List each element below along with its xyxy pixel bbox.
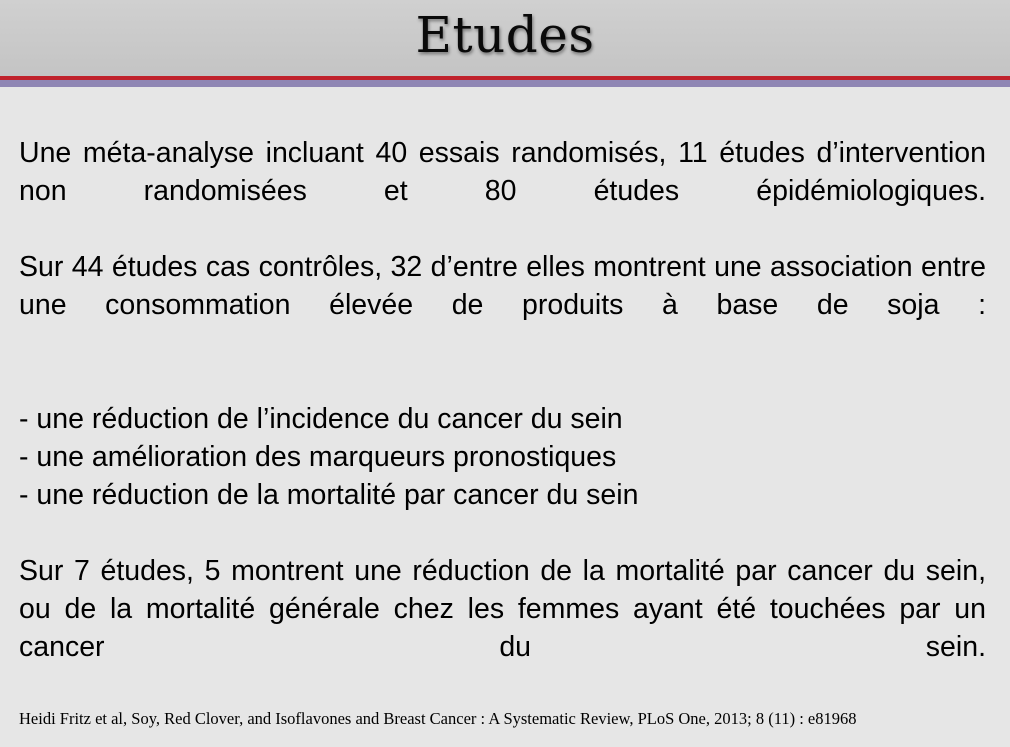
paragraph-case-control: Sur 44 études cas contrôles, 32 d’entre elles montrent une association entre une consommation élevée de produits à base de soja : <box>19 251 986 321</box>
title-bar <box>0 0 1010 76</box>
title-divider-blue <box>0 80 1010 87</box>
citation: Heidi Fritz et al, Soy, Red Clover, and Isoflavones and Breast Cancer : A Systematic Review, PLoS One, 2013; 8 (11) : e81968 <box>19 709 857 728</box>
bullet-item-mortality: - une réduction de la mortalité par cancer du sein <box>19 479 639 511</box>
slide-title: Etudes <box>415 6 595 64</box>
bullet-item-incidence: - une réduction de l’incidence du cancer du sein <box>19 403 623 435</box>
paragraph-mortality-studies: Sur 7 études, 5 montrent une réduction de la mortalité par cancer du sein, ou de la mortalité générale chez les femmes ayant été touchées par un cancer du sein. <box>19 555 986 663</box>
bullet-item-markers: - une amélioration des marqueurs pronostiques <box>19 441 617 473</box>
paragraph-meta-analysis: Une méta-analyse incluant 40 essais randomisés, 11 études d’intervention non randomisées et 80 études épidémiologiques. <box>19 137 986 207</box>
bullet-list <box>19 400 986 514</box>
